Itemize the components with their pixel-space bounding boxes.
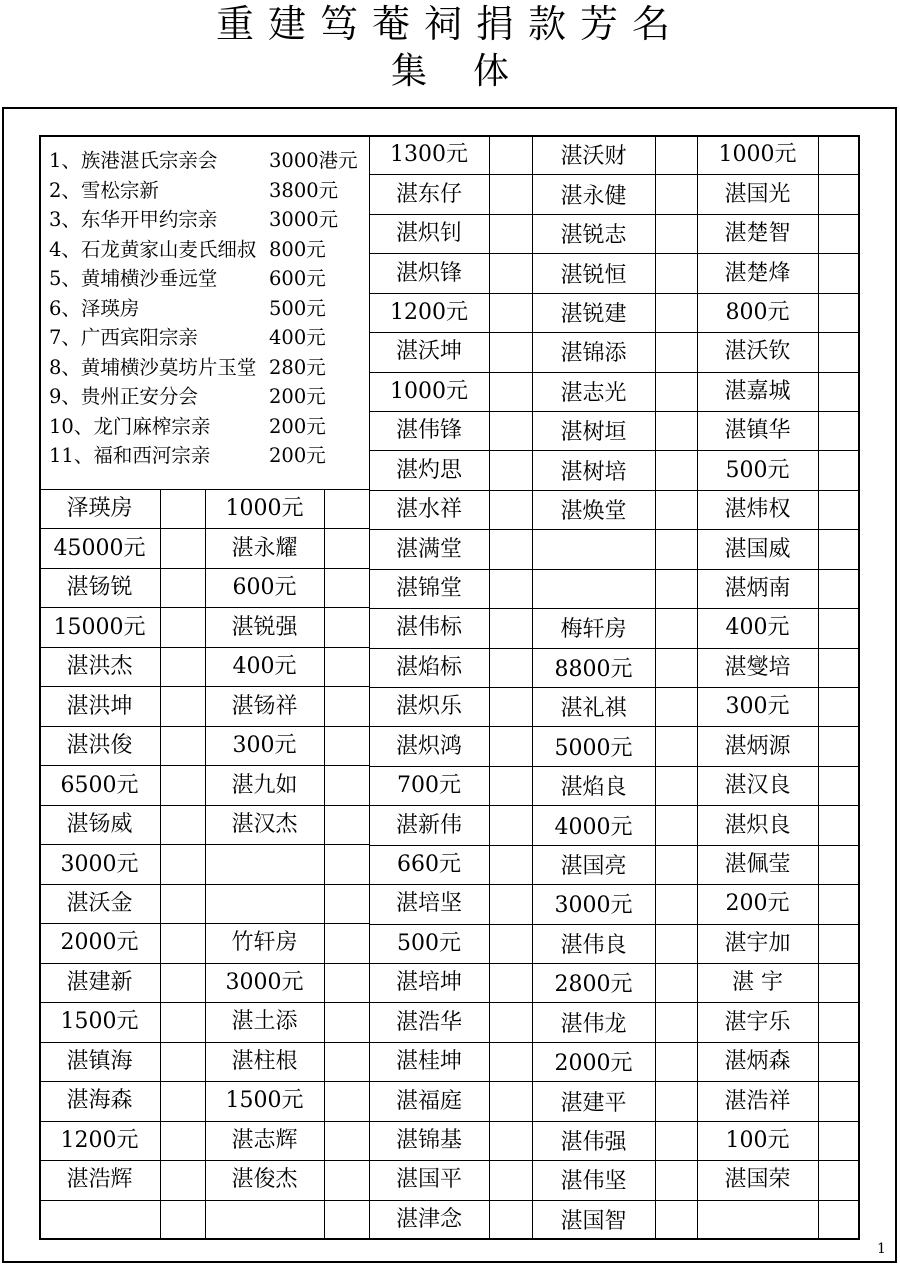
table-cell: 湛炽锋 bbox=[395, 260, 462, 286]
table-cell: 500元 bbox=[397, 930, 461, 956]
table-cell: 湛沃坤 bbox=[395, 339, 462, 365]
table-cell: 湛炽钊 bbox=[395, 221, 462, 247]
grid-vline bbox=[324, 489, 325, 1239]
table-cell: 300元 bbox=[725, 694, 790, 720]
table-cell: 湛钖锐 bbox=[66, 575, 133, 601]
table-cell: 湛洪坤 bbox=[66, 693, 133, 719]
donor-amount: 280元 bbox=[269, 355, 326, 379]
table-cell: 湛桂坤 bbox=[395, 1049, 462, 1075]
table-cell: 湛永耀 bbox=[231, 535, 298, 561]
table-cell: 湛培坤 bbox=[395, 970, 462, 996]
donor-name: 9、贵州正安分会 bbox=[49, 385, 198, 408]
table-cell: 700元 bbox=[397, 773, 461, 799]
table-cell: 500元 bbox=[725, 457, 790, 483]
collective-list-item bbox=[49, 205, 369, 235]
table-cell bbox=[532, 532, 655, 571]
table-cell: 湛东仔 bbox=[395, 181, 462, 207]
table-cell: 湛炳南 bbox=[724, 575, 791, 601]
table-cell: 湛志辉 bbox=[231, 1127, 298, 1153]
donor-amount: 200元 bbox=[269, 385, 326, 408]
table-cell: 湛浩祥 bbox=[724, 1088, 791, 1114]
table-cell: 湛建新 bbox=[66, 969, 133, 995]
table-cell bbox=[205, 1200, 324, 1239]
table-cell: 1500元 bbox=[225, 1088, 304, 1114]
table-cell: 湛楚智 bbox=[724, 221, 791, 247]
collective-list-item bbox=[49, 264, 369, 294]
donor-name: 6、泽瑛房 bbox=[49, 296, 140, 320]
table-cell: 湛楚烽 bbox=[724, 260, 791, 286]
table-cell: 湛伟良 bbox=[560, 932, 627, 958]
table-cell: 湛伟强 bbox=[560, 1129, 627, 1155]
page-subtitle: 集体 bbox=[390, 51, 555, 92]
table-cell: 5000元 bbox=[554, 735, 633, 761]
table-cell bbox=[532, 571, 655, 610]
table-cell: 湛锐强 bbox=[231, 614, 298, 640]
table-cell: 湛津念 bbox=[395, 1206, 462, 1232]
donor-amount: 400元 bbox=[269, 326, 326, 349]
collective-list-item bbox=[49, 412, 369, 442]
collective-list-item bbox=[49, 382, 369, 412]
table-cell: 湛培坚 bbox=[395, 891, 462, 917]
table-cell: 湛海森 bbox=[66, 1088, 133, 1114]
table-cell: 湛焰标 bbox=[395, 654, 462, 680]
table-cell: 2000元 bbox=[554, 1051, 633, 1077]
table-cell: 800元 bbox=[725, 299, 790, 325]
table-cell: 湛沃财 bbox=[560, 144, 627, 170]
table-cell: 1000元 bbox=[225, 496, 304, 522]
donor-amount: 800元 bbox=[269, 237, 326, 261]
table-cell: 湛佩莹 bbox=[724, 851, 791, 877]
table-cell: 400元 bbox=[232, 654, 297, 680]
donor-name: 1、族港湛氏宗亲会 bbox=[49, 149, 218, 172]
table-cell: 湛镇海 bbox=[66, 1048, 133, 1074]
table-cell: 湛洪杰 bbox=[66, 654, 133, 680]
table-cell: 湛沃钦 bbox=[724, 339, 791, 365]
donor-amount: 3800元 bbox=[269, 178, 339, 202]
donor-name: 5、黄埔横沙垂远堂 bbox=[49, 267, 218, 290]
table-cell: 湛钖威 bbox=[66, 812, 133, 838]
table-cell: 2800元 bbox=[554, 972, 633, 998]
table-cell: 湛沃金 bbox=[66, 890, 133, 916]
table-cell: 湛镇华 bbox=[724, 418, 791, 444]
table-cell: 湛浩华 bbox=[395, 1009, 462, 1035]
table-cell: 湛嘉城 bbox=[724, 378, 791, 404]
table-cell: 湛汉良 bbox=[724, 773, 791, 799]
table-cell: 15000元 bbox=[53, 614, 146, 640]
donor-name: 4、石龙黄家山麦氏细叔 bbox=[49, 237, 257, 261]
table-cell: 湛锐建 bbox=[560, 301, 627, 327]
table-cell: 1500元 bbox=[60, 1009, 139, 1035]
table-cell: 湛炽鸿 bbox=[395, 733, 462, 759]
table-cell: 湛永健 bbox=[560, 183, 627, 209]
table-cell: 湛伟锋 bbox=[395, 418, 462, 444]
table-cell: 湛锦堂 bbox=[395, 575, 462, 601]
table-cell: 1000元 bbox=[718, 142, 797, 168]
table-cell: 泽瑛房 bbox=[66, 496, 133, 522]
table-cell: 湛建平 bbox=[560, 1090, 627, 1116]
donor-name: 8、黄埔横沙莫坊片玉堂 bbox=[49, 355, 257, 379]
table-cell: 100元 bbox=[725, 1127, 790, 1153]
table-cell: 湛土添 bbox=[231, 1009, 298, 1035]
table-cell: 3000元 bbox=[225, 969, 304, 995]
page-title: 重建笃菴祠捐款芳名 bbox=[215, 2, 684, 46]
table-cell: 湛锐恒 bbox=[560, 262, 627, 288]
grid-vline bbox=[160, 489, 161, 1239]
page-number: 1 bbox=[877, 1241, 886, 1257]
collective-list-item bbox=[49, 441, 369, 471]
table-cell: 湛锦添 bbox=[560, 341, 627, 367]
table-cell: 湛俊杰 bbox=[231, 1167, 298, 1193]
table-cell: 湛浩辉 bbox=[66, 1167, 133, 1193]
table-cell: 湛焕堂 bbox=[560, 499, 627, 525]
donor-amount: 3000港元 bbox=[269, 149, 358, 172]
table-cell: 湛炳森 bbox=[724, 1049, 791, 1075]
table-cell: 400元 bbox=[725, 615, 790, 641]
table-cell: 8800元 bbox=[554, 656, 633, 682]
table-cell: 湛九如 bbox=[231, 772, 298, 798]
table-cell: 1200元 bbox=[390, 299, 468, 325]
table-cell: 660元 bbox=[397, 851, 461, 877]
table-cell: 湛福庭 bbox=[395, 1088, 462, 1114]
table-cell: 1300元 bbox=[390, 142, 468, 168]
table-cell: 湛新伟 bbox=[395, 812, 462, 838]
collective-list-item bbox=[49, 176, 369, 206]
collective-list-item bbox=[49, 294, 369, 324]
donor-name: 2、雪松宗新 bbox=[49, 178, 159, 202]
table-cell: 湛伟坚 bbox=[560, 1169, 627, 1195]
table-cell: 湛燮培 bbox=[724, 654, 791, 680]
table-cell: 竹轩房 bbox=[231, 930, 298, 956]
table-cell: 湛炳源 bbox=[724, 733, 791, 759]
table-cell: 湛炜权 bbox=[724, 497, 791, 523]
table-cell: 湛汉杰 bbox=[231, 812, 298, 838]
table-cell: 湛 宇 bbox=[732, 970, 783, 996]
table-cell: 1200元 bbox=[60, 1127, 139, 1153]
donor-amount: 200元 bbox=[269, 444, 326, 467]
table-cell: 45000元 bbox=[53, 535, 146, 561]
collective-list-item bbox=[49, 235, 369, 265]
table-cell: 湛国威 bbox=[724, 536, 791, 562]
table-cell: 湛洪俊 bbox=[66, 733, 133, 759]
table-cell: 湛国光 bbox=[724, 181, 791, 207]
collective-list-item bbox=[49, 353, 369, 383]
table-cell: 湛礼祺 bbox=[560, 696, 627, 722]
table-cell: 湛柱根 bbox=[231, 1048, 298, 1074]
donor-amount: 200元 bbox=[269, 414, 326, 438]
table-cell: 湛国智 bbox=[560, 1208, 627, 1234]
table-cell: 600元 bbox=[232, 575, 297, 601]
collective-list-item bbox=[49, 146, 369, 176]
table-cell: 湛水祥 bbox=[395, 497, 462, 523]
table-cell: 6500元 bbox=[60, 772, 139, 798]
table-cell: 湛伟标 bbox=[395, 615, 462, 641]
donor-amount: 600元 bbox=[269, 267, 326, 290]
table-cell bbox=[205, 845, 324, 884]
table-cell: 湛灼思 bbox=[395, 457, 462, 483]
table-cell: 湛国亮 bbox=[560, 853, 627, 879]
collective-list-item bbox=[49, 323, 369, 353]
donor-name: 3、东华开甲约宗亲 bbox=[49, 208, 218, 231]
donor-amount: 3000元 bbox=[269, 208, 339, 231]
table-cell: 3000元 bbox=[554, 893, 633, 919]
table-cell: 湛树培 bbox=[560, 459, 627, 485]
table-cell: 湛满堂 bbox=[395, 536, 462, 562]
table-cell: 1000元 bbox=[390, 378, 468, 404]
table-cell: 湛钖祥 bbox=[231, 693, 298, 719]
donor-name: 10、龙门麻榨宗亲 bbox=[49, 414, 211, 438]
donor-name: 11、福和西河宗亲 bbox=[49, 444, 211, 467]
table-cell: 湛锦基 bbox=[395, 1127, 462, 1153]
table-cell: 湛国荣 bbox=[724, 1167, 791, 1193]
table-cell bbox=[39, 1200, 160, 1239]
table-cell: 湛志光 bbox=[560, 380, 627, 406]
table-cell: 湛锐志 bbox=[560, 223, 627, 249]
donor-amount: 500元 bbox=[269, 296, 326, 320]
table-cell: 湛宇乐 bbox=[724, 1009, 791, 1035]
table-cell bbox=[697, 1200, 818, 1239]
collective-donor-list bbox=[49, 146, 369, 471]
table-cell: 湛焰良 bbox=[560, 775, 627, 801]
table-cell: 300元 bbox=[232, 733, 297, 759]
table-cell: 湛炽乐 bbox=[395, 694, 462, 720]
table-cell: 200元 bbox=[725, 891, 790, 917]
donor-name: 7、广西宾阳宗亲 bbox=[49, 326, 198, 349]
table-cell: 3000元 bbox=[60, 851, 139, 877]
table-cell bbox=[205, 884, 324, 923]
table-cell: 4000元 bbox=[554, 814, 633, 840]
table-cell: 2000元 bbox=[60, 930, 139, 956]
table-cell: 梅轩房 bbox=[560, 617, 627, 643]
table-cell: 湛宇加 bbox=[724, 930, 791, 956]
table-cell: 湛国平 bbox=[395, 1167, 462, 1193]
table-cell: 湛树垣 bbox=[560, 420, 627, 446]
table-cell: 湛伟龙 bbox=[560, 1011, 627, 1037]
table-cell: 湛炽良 bbox=[724, 812, 791, 838]
